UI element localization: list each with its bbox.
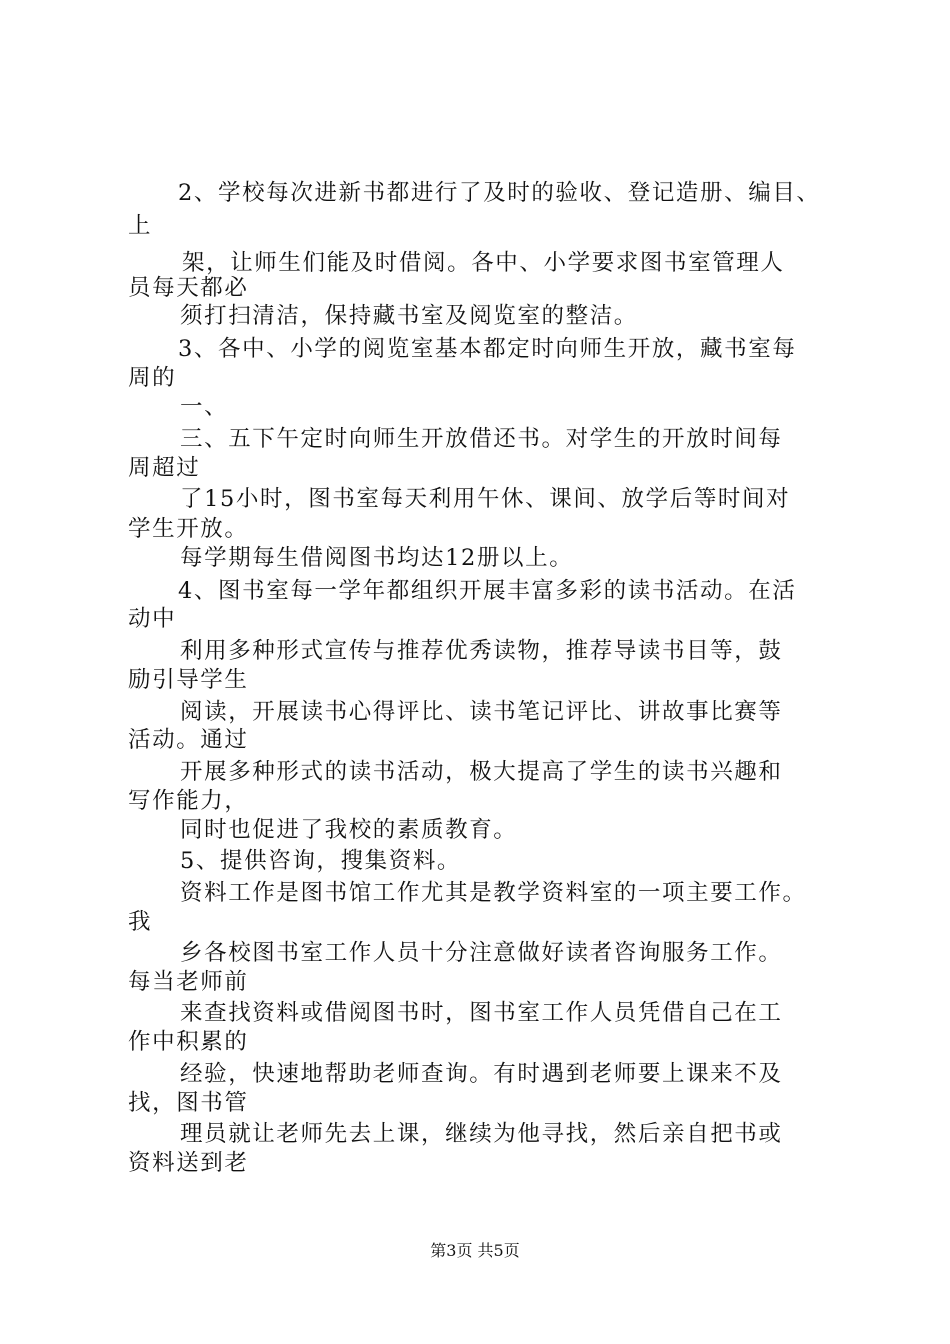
- text-line: 励引导学生: [128, 667, 249, 693]
- text-line: 架，让师生们能及时借阅。各中、小学要求图书室管理人: [182, 250, 785, 276]
- text-line: 我: [128, 909, 153, 935]
- text-line: 资料工作是图书馆工作尤其是教学资料室的一项主要工作。: [180, 880, 807, 906]
- text-line: 5、提供咨询，搜集资料。: [180, 848, 462, 874]
- text-line: 活动。通过: [128, 727, 249, 753]
- text-line: 利用多种形式宣传与推荐优秀读物，推荐导读书目等，鼓: [180, 638, 783, 664]
- text-line: 每学期每生借阅图书均达12册以上。: [180, 545, 574, 571]
- text-line: 3、各中、小学的阅览室基本都定时向师生开放，藏书室每: [178, 336, 797, 362]
- text-line: 动中: [128, 606, 177, 632]
- text-line: 乡各校图书室工作人员十分注意做好读者咨询服务工作。: [180, 940, 783, 966]
- text-line: 一、: [180, 394, 229, 420]
- text-line: 作中积累的: [128, 1029, 249, 1055]
- text-line: 理员就让老师先去上课，继续为他寻找，然后亲自把书或: [180, 1121, 783, 1147]
- text-line: 资料送到老: [128, 1150, 249, 1176]
- text-line: 学生开放。: [128, 516, 249, 542]
- text-line: 写作能力，: [128, 788, 249, 814]
- text-line: 经验，快速地帮助老师查询。有时遇到老师要上课来不及: [180, 1061, 783, 1087]
- text-line: 开展多种形式的读书活动，极大提高了学生的读书兴趣和: [180, 759, 783, 785]
- text-line: 员每天都必: [128, 275, 249, 301]
- text-line: 了15小时，图书室每天利用午休、课间、放学后等时间对: [180, 486, 791, 512]
- text-line: 来查找资料或借阅图书时，图书室工作人员凭借自己在工: [180, 1000, 783, 1026]
- text-line: 须打扫清洁，保持藏书室及阅览室的整洁。: [180, 303, 638, 329]
- page-footer: 第3页 共5页: [430, 1241, 520, 1260]
- text-line: 4、图书室每一学年都组织开展丰富多彩的读书活动。在活: [178, 578, 797, 604]
- text-line: 阅读，开展读书心得评比、读书笔记评比、讲故事比赛等: [180, 699, 783, 725]
- text-line: 三、五下午定时向师生开放借还书。对学生的开放时间每: [180, 426, 783, 452]
- text-line: 周超过: [128, 455, 201, 481]
- text-line: 找，图书管: [128, 1090, 249, 1116]
- text-line: 2、学校每次进新书都进行了及时的验收、登记造册、编目、: [178, 180, 821, 206]
- text-line: 上: [128, 213, 153, 239]
- text-line: 同时也促进了我校的素质教育。: [180, 817, 518, 843]
- text-line: 每当老师前: [128, 969, 249, 995]
- text-line: 周的: [128, 365, 177, 391]
